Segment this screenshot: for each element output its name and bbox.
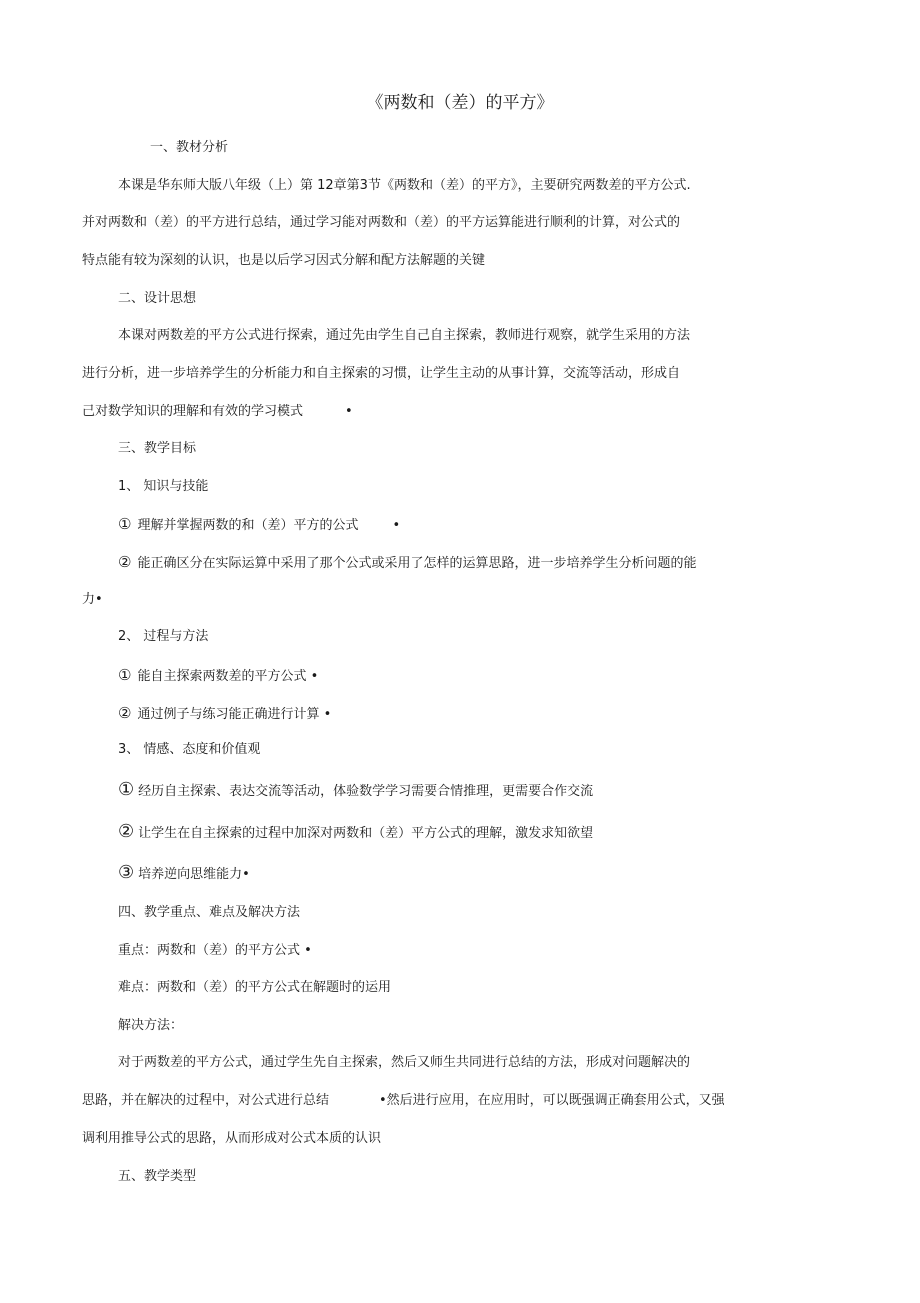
list-item xyxy=(118,781,593,801)
list-item-text: 能正确区分在实际运算中采用了那个公式或采用了怎样的运算思路，进一步培养学生分析问题的能 xyxy=(137,556,697,571)
paragraph-text: 己对数学知识的理解和有效的学习模式 xyxy=(82,404,304,419)
bullet-dot: • xyxy=(345,404,353,419)
paragraph-line: 本课是华东师大版八年级（上）第 12章第3节《两数和（差）的平方》，主要研究两数差的平方公式. xyxy=(118,178,691,193)
key-point-line: 重点：两数和（差）的平方公式 • xyxy=(118,943,312,958)
circled-number: ③ xyxy=(118,862,135,883)
list-item xyxy=(118,864,250,884)
list-item-text: 能自主探索两数差的平方公式 • xyxy=(137,669,319,684)
paragraph-line: 并对两数和（差）的平方进行总结，通过学习能对两数和（差）的平方运算能进行顺利的计算，对公式的 xyxy=(82,215,681,230)
subsection-heading: 3、 情感、态度和价值观 xyxy=(118,742,261,757)
difficulty-line: 难点：两数和（差）的平方公式在解题时的运用 xyxy=(118,980,392,995)
paragraph-text: •然后进行应用，在应用时，可以既强调正确套用公式，又强 xyxy=(379,1093,725,1108)
paragraph-line: 本课对两数差的平方公式进行探索，通过先由学生自己自主探索，教师进行观察，就学生采用的方法 xyxy=(118,328,691,343)
section-heading-2: 二、设计思想 xyxy=(118,291,197,306)
list-item xyxy=(118,823,593,843)
list-item xyxy=(118,515,400,535)
paragraph-line: 对于两数差的平方公式，通过学生先自主探索，然后又师生共同进行总结的方法，形成对问题解决的 xyxy=(118,1055,691,1070)
paragraph-line: 力• xyxy=(82,592,103,607)
bullet-dot: • xyxy=(392,518,401,533)
circled-number: ② xyxy=(118,821,135,842)
section-heading-1: 一、教材分析 xyxy=(150,140,229,155)
list-item-text: 通过例子与练习能正确进行计算 • xyxy=(137,707,332,722)
circled-number: ② xyxy=(118,553,132,571)
list-item-text: 让学生在自主探索的过程中加深对两数和（差）平方公式的理解，激发求知欲望 xyxy=(138,826,594,841)
list-item-text: 理解并掌握两数的和（差）平方的公式 xyxy=(137,518,359,533)
document-title: 《两数和（差）的平方》 xyxy=(366,93,554,113)
section-heading-3: 三、教学目标 xyxy=(118,441,197,456)
paragraph-line: 调利用推导公式的思路，从而形成对公式本质的认识 xyxy=(82,1131,382,1146)
paragraph-line xyxy=(82,1092,725,1110)
paragraph-line: 特点能有较为深刻的认识，也是以后学习因式分解和配方法解题的关键 xyxy=(82,253,486,268)
method-label: 解决方法： xyxy=(118,1018,184,1033)
circled-number: ① xyxy=(118,779,135,800)
list-item xyxy=(118,704,331,724)
section-heading-5: 五、教学类型 xyxy=(118,1169,197,1184)
section-heading-4: 四、教学重点、难点及解决方法 xyxy=(118,905,301,920)
list-item-text: 培养逆向思维能力• xyxy=(138,867,250,882)
list-item-text: 经历自主探索、表达交流等活动，体验数学学习需要合情推理，更需要合作交流 xyxy=(138,784,594,799)
circled-number: ① xyxy=(118,515,132,533)
subsection-heading: 1、 知识与技能 xyxy=(118,479,209,494)
list-item xyxy=(118,553,696,573)
circled-number: ① xyxy=(118,666,132,684)
subsection-heading: 2、 过程与方法 xyxy=(118,629,209,644)
paragraph-line: 进行分析，进一步培养学生的分析能力和自主探索的习惯，让学生主动的从事计算，交流等活动，形成自 xyxy=(82,366,681,381)
paragraph-text: 思路，并在解决的过程中，对公式进行总结 xyxy=(82,1093,330,1108)
circled-number: ② xyxy=(118,704,132,722)
list-item xyxy=(118,666,318,686)
paragraph-line xyxy=(82,403,353,421)
